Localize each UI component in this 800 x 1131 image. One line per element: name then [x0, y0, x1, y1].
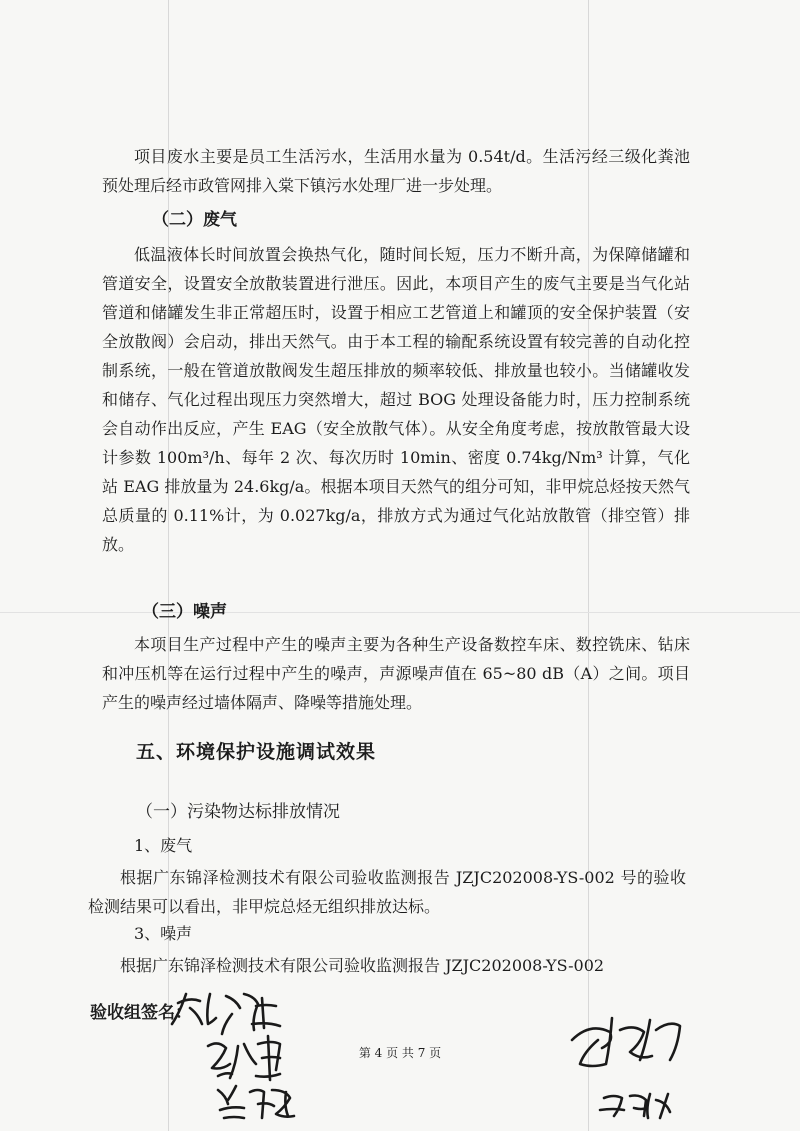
scan-artifact-line	[0, 612, 800, 613]
signature-label: 验收组签名：	[90, 1003, 192, 1023]
item-gas-label: 1、废气	[134, 836, 193, 855]
section-five-title: 五、环境保护设施调试效果	[136, 741, 377, 763]
signature-3	[218, 1086, 294, 1118]
item-noise-paragraph: 根据广东锦泽检测技术有限公司验收监测报告 JZJC202008-YS-002	[120, 956, 605, 975]
item-gas-paragraph: 根据广东锦泽检测技术有限公司验收监测报告 JZJC202008-YS-002 号的验收检测结果可以看出，非甲烷总烃无组织排放达标。	[88, 868, 686, 916]
item-noise-label: 3、噪声	[134, 924, 193, 943]
wastewater-paragraph: 项目废水主要是员工生活污水，生活用水量为 0.54t/d。生活污经三级化粪池预处理后经市政管网排入棠下镇污水处理厂进一步处理。	[102, 147, 690, 195]
gas-paragraph: 低温液体长时间放置会换热气化，随时间长短，压力不断升高，为保障储罐和管道安全，设置安全放散装置进行泄压。因此，本项目产生的废气主要是当气化站管道和储罐发生非正常超压时，设置于相应工艺管道上和罐顶的安全保护装置（安全放散阀）会启动，排出天然气。由于本工程的输配系统设置有较完善的自动化控制系统，一般在管道放散阀发生超压排放的频率较低、排放量也较小。当储罐收发和储存、气化过程出现压力突然增大，超过 BOG 处理设备能力时，压力控制系统会自动作出反应，产生 EAG（安全放散气体）。从安全角度考虑，按放散管最大设计参数 100m³/h、每年 2 次、每次历时 10min、密度 0.74kg/Nm³ 计算，气化站 EAG 排放量为 24.6kg/a。根据本项目天然气的组分可知，非甲烷总烃按天然气总质量的 0.11%计，为 0.027kg/a，排放方式为通过气化站放散管（排空管）排放。	[102, 245, 690, 554]
noise-heading: （三）噪声	[142, 602, 227, 622]
subsection-discharge-heading: （一）污染物达标排放情况	[136, 802, 340, 822]
page-footer: 第 4 页 共 7 页	[358, 1046, 442, 1060]
noise-paragraph: 本项目生产过程中产生的噪声主要为各种生产设备数控车床、数控铣床、钻床和冲压机等在运行过程中产生的噪声，声源噪声值在 65~80 dB（A）之间。项目产生的噪声经过墙体隔声、降噪等措施处理。	[102, 635, 690, 712]
gas-heading: （二）废气	[152, 210, 237, 230]
